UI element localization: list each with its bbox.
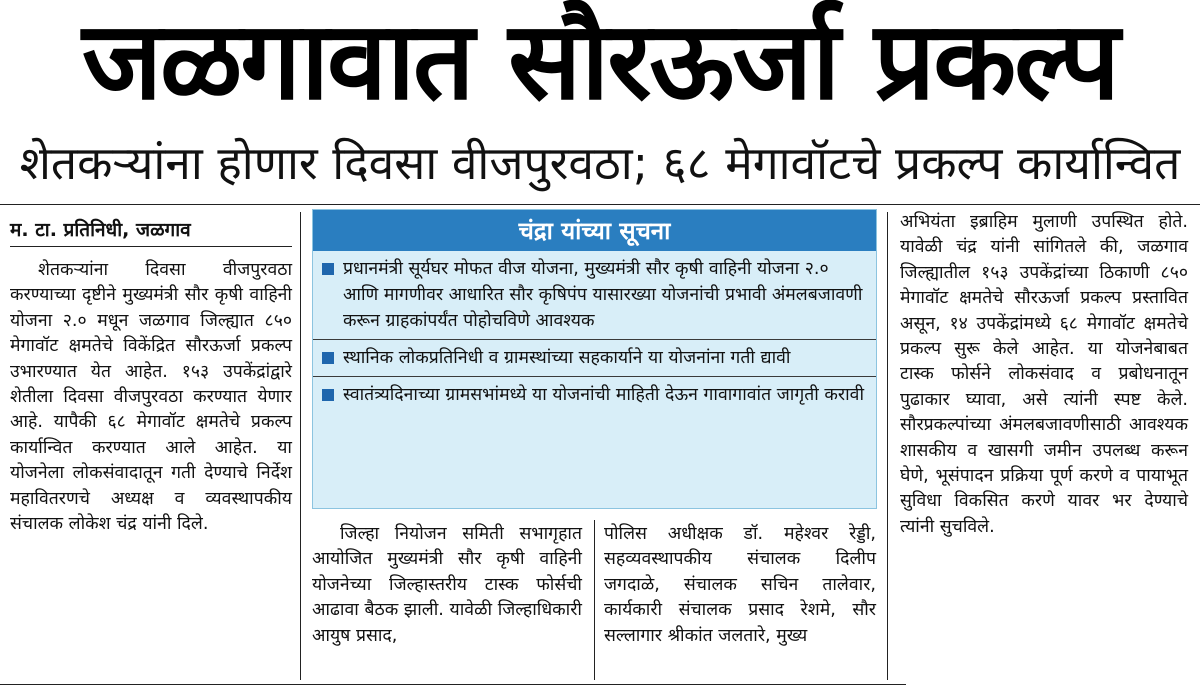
column-4-text: अभियंता इब्राहिम मुलाणी उपस्थित होते. यावेळी चंद्र यांनी सांगितले की, जळगाव जिल्ह्यातील १५३ उपकेंद्रांच्या ठिकाणी ८५० मेगावॉट क्षमतेचे सौरऊर्जा प्रकल्प प्रस्तावित असून, १४ उपकेंद्रांमध्ये ६८ मेगावॉट क्षमतेचे प्रकल्प सुरू केले आहेत. या योजनेबाबत टास्क फोर्सने लोकसंवाद व प्रबोधनातून पुढाकार घ्यावा, असे त्यांनी स्पष्ट केले. सौरप्रकल्पांच्या अंमलबजावणीसाठी आवश्यक शासकीय व खासगी जमीन उपलब्ध करून घेणे, भूसंपादन प्रक्रिया पूर्ण करणे व पायाभूत सुविधा विकसित करणे यावर भर देण्याचे त्यांनी सुचविले. bbox=[900, 212, 1188, 537]
column-1-text: शेतकऱ्यांना दिवसा वीजपुरवठा करण्याच्या दृष्टीने मुख्यमंत्री सौर कृषी वाहिनी योजना २.० मधून जळगाव जिल्ह्यात ८५० मेगावॉट क्षमतेचे विकेंद्रित सौरऊर्जा प्रकल्प उभारण्यात येत आहेत. १५३ उपकेंद्रांद्वारे शेतीला दिवसा वीजपुरवठा करण्यात येणार आहे. यापैकी ६८ मेगावॉट क्षमतेचे प्रकल्प कार्यान्वित करण्यात आले आहेत. या योजनेला लोकसंवादातून गती देण्याचे निर्देश महावितरणचे अध्यक्ष व व्यवस्थापकीय संचालक लोकेश चंद्र यांनी दिले. bbox=[10, 260, 292, 535]
suggestions-box bbox=[312, 209, 877, 509]
headline: जळगावात सौरऊर्जा प्रकल्प bbox=[82, 0, 1118, 124]
byline-divider bbox=[10, 246, 292, 247]
column-2-text: जिल्हा नियोजन समिती सभागृहात आयोजित मुख्यमंत्री सौर कृषी वाहिनी योजनेच्या जिल्हास्तरीय टास्क फोर्सची आढावा बैठक झाली. यावेळी जिल्हाधिकारी आयुष प्रसाद, bbox=[312, 524, 582, 646]
suggestion-item bbox=[313, 251, 876, 340]
suggestion-text: स्वातंत्र्यदिनाच्या ग्रामसभांमध्ये या योजनांची माहिती देऊन गावागावांत जागृती करावी bbox=[343, 385, 865, 405]
square-bullet-icon bbox=[322, 352, 334, 364]
column-4 bbox=[900, 210, 1188, 540]
footer-divider bbox=[0, 684, 906, 685]
column-1 bbox=[10, 258, 292, 537]
column-divider-middle bbox=[594, 520, 595, 680]
suggestion-text: स्थानिक लोकप्रतिनिधी व ग्रामस्थांच्या सहकार्याने या योजनांना गती द्यावी bbox=[343, 348, 791, 368]
subheadline: शेतकऱ्यांना होणार दिवसा वीजपुरवठा; ६८ मेगावॉटचे प्रकल्प कार्यान्वित bbox=[19, 136, 1181, 190]
suggestion-item bbox=[313, 377, 876, 413]
suggestion-item bbox=[313, 340, 876, 377]
square-bullet-icon bbox=[322, 263, 334, 275]
column-3-text: पोलिस अधीक्षक डॉ. महेश्वर रेड्डी, सहव्यवस्थापकीय संचालक दिलीप जगदाळे, संचालक सचिन तालेवार, कार्यकारी संचालक प्रसाद रेशमे, सौर सल्लागार श्रीकांत जलतारे, मुख्य bbox=[604, 524, 876, 646]
header-divider bbox=[0, 204, 1200, 205]
byline: म. टा. प्रतिनिधी, जळगाव bbox=[10, 219, 191, 241]
column-divider-left bbox=[300, 212, 301, 680]
column-divider-right bbox=[887, 212, 888, 680]
column-3 bbox=[604, 522, 876, 649]
suggestion-text: प्रधानमंत्री सूर्यघर मोफत वीज योजना, मुख्यमंत्री सौर कृषी वाहिनी योजना २.० आणि मागणीवर आधारित सौर कृषिपंप यासारख्या योजनांची प्रभावी अंमलबजावणी करून ग्राहकांपर्यंत पोहोचविणे आवश्यक bbox=[343, 259, 863, 331]
square-bullet-icon bbox=[322, 389, 334, 401]
suggestions-box-title: चंद्रा यांच्या सूचना bbox=[313, 210, 876, 251]
column-2 bbox=[312, 522, 582, 649]
suggestions-list bbox=[313, 251, 876, 413]
